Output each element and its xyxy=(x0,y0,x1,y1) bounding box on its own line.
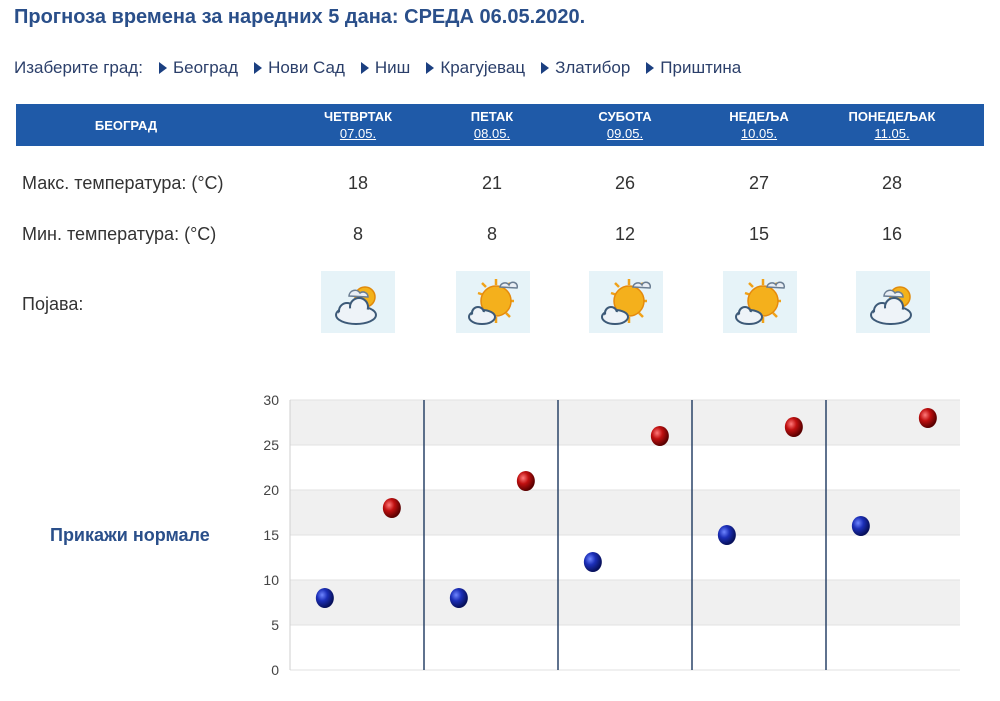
triangle-right-icon xyxy=(254,62,262,74)
max-temp-point xyxy=(383,498,401,518)
mostly-sunny-icon xyxy=(456,271,530,333)
city-link-zlatibor[interactable] xyxy=(541,58,630,78)
max-temp-cell: 28 xyxy=(881,173,903,193)
max-temp-cell: 26 xyxy=(614,173,636,193)
y-tick-label: 25 xyxy=(263,437,279,453)
triangle-right-icon xyxy=(541,62,549,74)
city-link-beograd[interactable] xyxy=(159,58,238,78)
y-tick-label: 30 xyxy=(263,392,279,408)
city-link-pristina[interactable] xyxy=(646,58,741,78)
partly-cloudy-icon xyxy=(856,271,930,333)
max-temp-point xyxy=(517,471,535,491)
y-tick-label: 0 xyxy=(271,662,279,678)
temperature-chart xyxy=(255,390,975,690)
max-temp-point xyxy=(651,426,669,446)
mostly-sunny-icon xyxy=(723,271,797,333)
city-link-label: Нови Сад xyxy=(268,58,345,77)
min-temp-cell: 12 xyxy=(614,224,636,244)
header-day-name: ЧЕТВРТАК xyxy=(323,109,393,124)
min-temp-point xyxy=(852,516,870,536)
max-temp-cell: 21 xyxy=(481,173,503,193)
y-tick-label: 10 xyxy=(263,572,279,588)
city-select-label: Изаберите град: xyxy=(14,58,143,77)
header-day-5 xyxy=(832,104,952,146)
chart-band xyxy=(290,400,960,445)
header-city: БЕОГРАД xyxy=(94,117,158,133)
chart-band xyxy=(290,580,960,625)
min-temp-point xyxy=(450,588,468,608)
partly-cloudy-icon xyxy=(321,271,395,333)
min-temp-cell: 15 xyxy=(748,224,770,244)
min-temp-cell: 16 xyxy=(881,224,903,244)
city-link-kragujevac[interactable] xyxy=(426,58,525,78)
y-tick-label: 5 xyxy=(271,617,279,633)
triangle-right-icon xyxy=(646,62,654,74)
max-temp-point xyxy=(785,417,803,437)
min-temp-label: Мин. температура: (°C) xyxy=(22,224,217,244)
header-day-date: 07.05. xyxy=(339,126,377,141)
header-day-3 xyxy=(565,104,685,146)
city-link-label: Крагујевац xyxy=(440,58,526,77)
header-day-name: ПОНЕДЕЉАК xyxy=(848,109,936,124)
mostly-sunny-icon xyxy=(589,271,663,333)
city-link-label: Ниш xyxy=(374,58,411,77)
triangle-right-icon xyxy=(361,62,369,74)
min-temp-point xyxy=(584,552,602,572)
header-day-2 xyxy=(432,104,552,146)
triangle-right-icon xyxy=(159,62,167,74)
header-day-date: 08.05. xyxy=(473,126,511,141)
min-temp-point xyxy=(316,588,334,608)
header-day-name: НЕДЕЉА xyxy=(729,109,789,124)
chart-band xyxy=(290,445,960,490)
chart-band xyxy=(290,535,960,580)
page-title: Прогноза времена за наредних 5 дана: СРЕДА 06.05.2020. xyxy=(14,6,586,28)
forecast-table-header xyxy=(16,104,984,146)
header-day-date: 09.05. xyxy=(606,126,644,141)
header-day-date: 11.05. xyxy=(874,126,910,141)
city-selector xyxy=(14,56,741,80)
max-temp-point xyxy=(919,408,937,428)
header-day-name: СУБОТА xyxy=(598,109,652,124)
y-tick-label: 20 xyxy=(263,482,279,498)
min-temp-point xyxy=(718,525,736,545)
max-temp-label: Макс. температура: (°C) xyxy=(22,173,224,193)
y-axis-ticks xyxy=(263,392,279,678)
city-link-label: Приштина xyxy=(660,58,742,77)
phenomenon-label: Појава: xyxy=(22,294,84,314)
header-day-name: ПЕТАК xyxy=(470,109,514,124)
y-tick-label: 15 xyxy=(263,527,279,543)
city-link-nis[interactable] xyxy=(361,58,410,78)
city-link-label: Београд xyxy=(172,58,239,77)
header-day-date: 10.05. xyxy=(740,126,778,141)
min-temp-cell: 8 xyxy=(352,224,363,244)
max-temp-cell: 27 xyxy=(748,173,770,193)
header-day-4 xyxy=(699,104,819,146)
city-link-label: Златибор xyxy=(555,58,631,77)
chart-band xyxy=(290,625,960,670)
max-temp-cell: 18 xyxy=(347,173,369,193)
city-link-novi-sad[interactable] xyxy=(254,58,345,78)
header-day-1 xyxy=(298,104,418,146)
min-temp-cell: 8 xyxy=(486,224,497,244)
show-normals-link[interactable]: Прикажи нормале xyxy=(50,525,210,545)
triangle-right-icon xyxy=(426,62,434,74)
